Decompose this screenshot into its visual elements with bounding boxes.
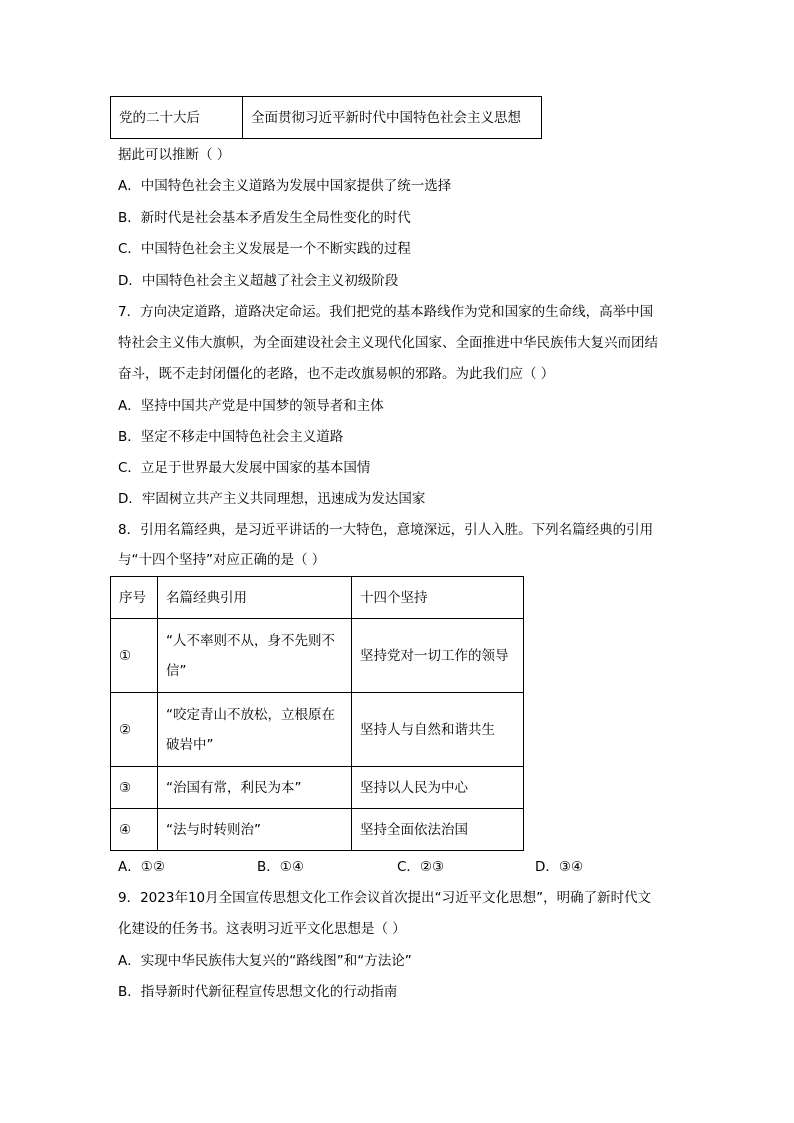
table-cell: “法与时转则治”	[158, 809, 352, 851]
q6-option-c: C．中国特色社会主义发展是一个不断实践的过程	[118, 241, 411, 257]
q7-option-d: D．牢固树立共产主义共同理想，迅速成为发达国家	[118, 491, 426, 507]
q9-stem-line-2: 化建设的任务书。这表明习近平文化思想是（ ）	[118, 921, 406, 937]
q7-stem-line-1: 7．方向决定道路，道路决定命运。我们把党的基本路线作为党和国家的生命线，高举中国	[118, 304, 654, 320]
table-cell: ②	[111, 693, 158, 767]
table-row	[111, 97, 542, 139]
q8-option-c: C．②③	[397, 859, 445, 875]
q7-stem-line-3: 奋斗，既不走封闭僵化的老路，也不走改旗易帜的邪路。为此我们应（ ）	[118, 366, 555, 382]
q8-stem-line-1: 8．引用名篇经典，是习近平讲话的一大特色，意境深远，引人入胜。下列名篇经典的引用	[118, 522, 654, 538]
quote-line: 破岩中”	[166, 736, 214, 753]
q9-option-a: A．实现中华民族伟大复兴的“路线图”和“方法论”	[118, 953, 412, 969]
q6-stem: 据此可以推断（ ）	[118, 147, 231, 163]
q7-option-a: A．坚持中国共产党是中国梦的领导者和主体	[118, 398, 384, 414]
q9-stem-line-1: 9．2023年10月全国宣传思想文化工作会议首次提出“习近平文化思想”，明确了新时代文	[118, 890, 652, 906]
table-cell: ④	[111, 809, 158, 851]
q8-stem-line-2: 与“十四个坚持”对应正确的是（ ）	[118, 552, 326, 568]
q6-option-b: B．新时代是社会基本矛盾发生全局性变化的时代	[118, 210, 411, 226]
table-row	[111, 809, 524, 851]
table-cell: 坚持人与自然和谐共生	[352, 693, 524, 767]
table-cell	[158, 619, 352, 693]
table-cell: 党的二十大后	[111, 97, 243, 139]
table-cell: 全面贯彻习近平新时代中国特色社会主义思想	[243, 97, 542, 139]
table-cell: 坚持党对一切工作的领导	[352, 619, 524, 693]
table-cell	[158, 693, 352, 767]
q6-option-d: D．中国特色社会主义超越了社会主义初级阶段	[118, 273, 399, 289]
q7-option-c: C．立足于世界最大发展中国家的基本国情	[118, 460, 371, 476]
q6-option-a: A．中国特色社会主义道路为发展中国家提供了统一选择	[118, 178, 452, 194]
table-header-cell: 名篇经典引用	[158, 577, 352, 619]
top-table	[110, 96, 542, 139]
quote-line: “咬定青山不放松，立根原在	[166, 706, 335, 723]
table-row	[111, 767, 524, 809]
quote-line: 信”	[166, 662, 187, 679]
quote-line: “人不率则不从，身不先则不	[166, 632, 335, 649]
table-cell: ①	[111, 619, 158, 693]
q8-option-d: D．③④	[535, 859, 584, 875]
q8-table	[110, 576, 524, 851]
table-header-row	[111, 577, 524, 619]
table-header-cell: 序号	[111, 577, 158, 619]
q9-option-b: B．指导新时代新征程宣传思想文化的行动指南	[118, 984, 398, 1000]
q7-option-b: B．坚定不移走中国特色社会主义道路	[118, 429, 344, 445]
table-row	[111, 619, 524, 693]
table-cell: 坚持全面依法治国	[352, 809, 524, 851]
table-row	[111, 693, 524, 767]
q7-stem-line-2: 特社会主义伟大旗帜，为全面建设社会主义现代化国家、全面推进中华民族伟大复兴而团结	[118, 335, 658, 351]
table-header-cell: 十四个坚持	[352, 577, 524, 619]
table-cell: 坚持以人民为中心	[352, 767, 524, 809]
q8-option-a: A．①②	[118, 859, 165, 875]
q8-option-b: B．①④	[257, 859, 304, 875]
table-cell: “治国有常，利民为本”	[158, 767, 352, 809]
table-cell: ③	[111, 767, 158, 809]
